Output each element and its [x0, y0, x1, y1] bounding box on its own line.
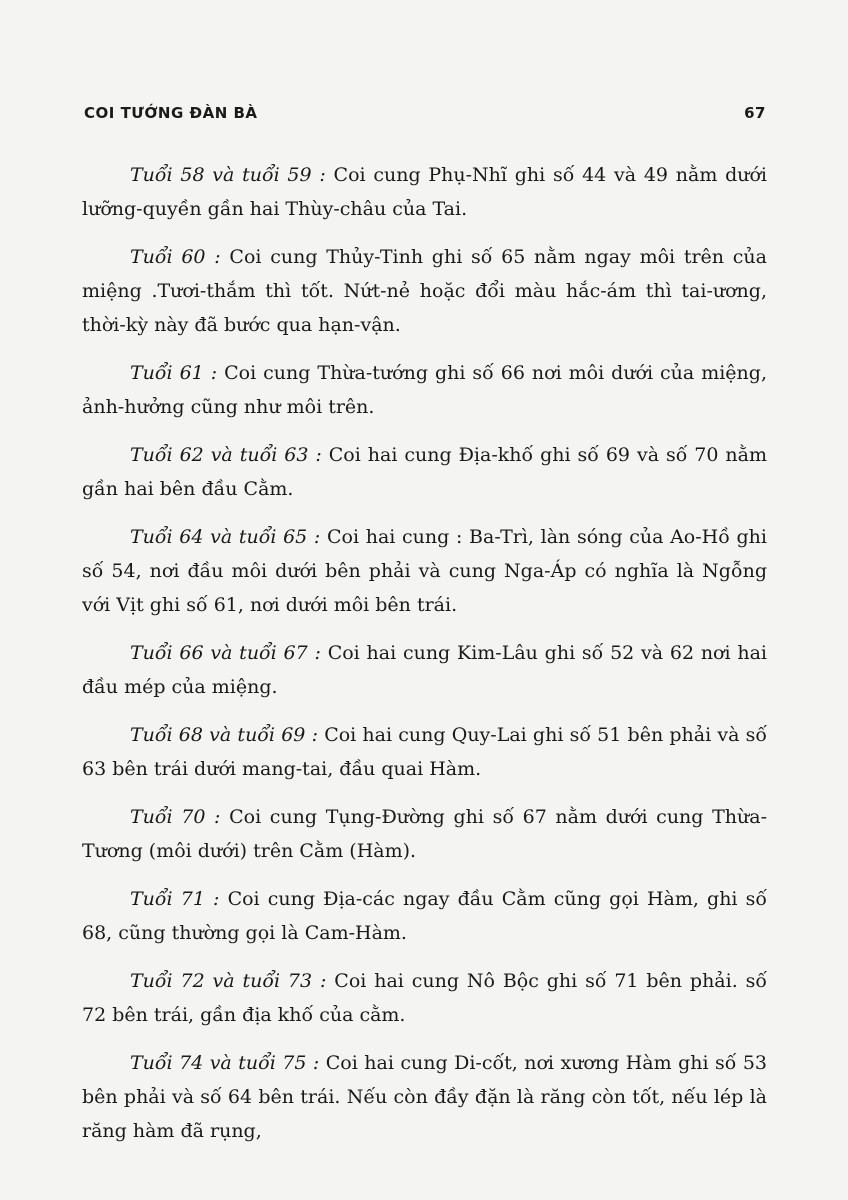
age-label: Tuổi 71 :	[130, 888, 220, 910]
age-label: Tuổi 61 :	[130, 362, 218, 384]
paragraph-text: Coi cung Thừa-tướng ghi số 66 nơi môi dưới của miệng, ảnh-hưởng cũng như môi trên.	[82, 362, 767, 418]
paragraph-text: Coi cung Địa-các ngay đầu Cằm cũng gọi Hàm, ghi số 68, cũng thường gọi là Cam-Hàm.	[82, 888, 767, 944]
running-header	[84, 104, 766, 122]
paragraph	[82, 800, 767, 868]
paragraph	[82, 520, 767, 622]
age-label: Tuổi 60 :	[130, 246, 221, 268]
paragraph-text: Coi hai cung Nô Bộc ghi số 71 bên phải. số 72 bên trái, gần địa khố của cằm.	[82, 970, 768, 1026]
paragraph-text: Coi hai cung Di-cốt, nơi xương Hàm ghi số 53 bên phải và số 64 bên trái. Nếu còn đầy đặn là răng còn tốt, nếu lép là răng hàm đã rụng,	[82, 1052, 768, 1142]
paragraph	[82, 964, 767, 1032]
age-label: Tuổi 68 và tuổi 69 :	[130, 724, 318, 746]
age-label: Tuổi 66 và tuổi 67 :	[130, 642, 321, 664]
paragraph	[82, 1046, 767, 1148]
age-label: Tuổi 74 và tuổi 75 :	[130, 1052, 320, 1074]
age-label: Tuổi 58 và tuổi 59 :	[130, 164, 326, 186]
paragraph-text: Coi hai cung Kim-Lâu ghi số 52 và 62 nơi hai đầu mép của miệng.	[82, 642, 767, 698]
paragraph	[82, 636, 767, 704]
age-label: Tuổi 62 và tuổi 63 :	[130, 444, 322, 466]
paragraph-text: Coi cung Thủy-Tinh ghi số 65 nằm ngay môi trên của miệng .Tươi-thắm thì tốt. Nứt-nẻ hoặc đổi màu hắc-ám thì tai-ương, thời-kỳ này đã bước qua hạn-vận.	[82, 246, 767, 336]
paragraph	[82, 158, 767, 226]
paragraph-text: Coi hai cung Địa-khố ghi số 69 và số 70 nằm gần hai bên đầu Cằm.	[82, 444, 768, 500]
page-number: 67	[744, 104, 766, 122]
age-label: Tuổi 72 và tuổi 73 :	[130, 970, 327, 992]
paragraph	[82, 882, 767, 950]
age-label: Tuổi 64 và tuổi 65 :	[130, 526, 321, 548]
paragraph	[82, 356, 767, 424]
paragraph-text: Coi hai cung Quy-Lai ghi số 51 bên phải và số 63 bên trái dưới mang-tai, đầu quai Hàm.	[82, 724, 767, 780]
body-text	[82, 158, 767, 1162]
paragraph	[82, 718, 767, 786]
paragraph	[82, 438, 767, 506]
paragraph	[82, 240, 767, 342]
paragraph-text: Coi cung Phụ-Nhĩ ghi số 44 và 49 nằm dưới lưỡng-quyền gần hai Thùy-châu của Tai.	[82, 164, 767, 220]
paragraph-text: Coi cung Tụng-Đường ghi số 67 nằm dưới cung Thừa-Tương (môi dưới) trên Cằm (Hàm).	[82, 806, 767, 862]
running-title: COI TƯỚNG ĐÀN BÀ	[84, 104, 258, 122]
age-label: Tuổi 70 :	[130, 806, 221, 828]
paragraph-text: Coi hai cung : Ba-Trì, làn sóng của Ao-Hồ ghi số 54, nơi đầu môi dưới bên phải và cung Nga-Áp có nghĩa là Ngỗng với Vịt ghi số 61, nơi dưới môi bên trái.	[82, 526, 767, 616]
